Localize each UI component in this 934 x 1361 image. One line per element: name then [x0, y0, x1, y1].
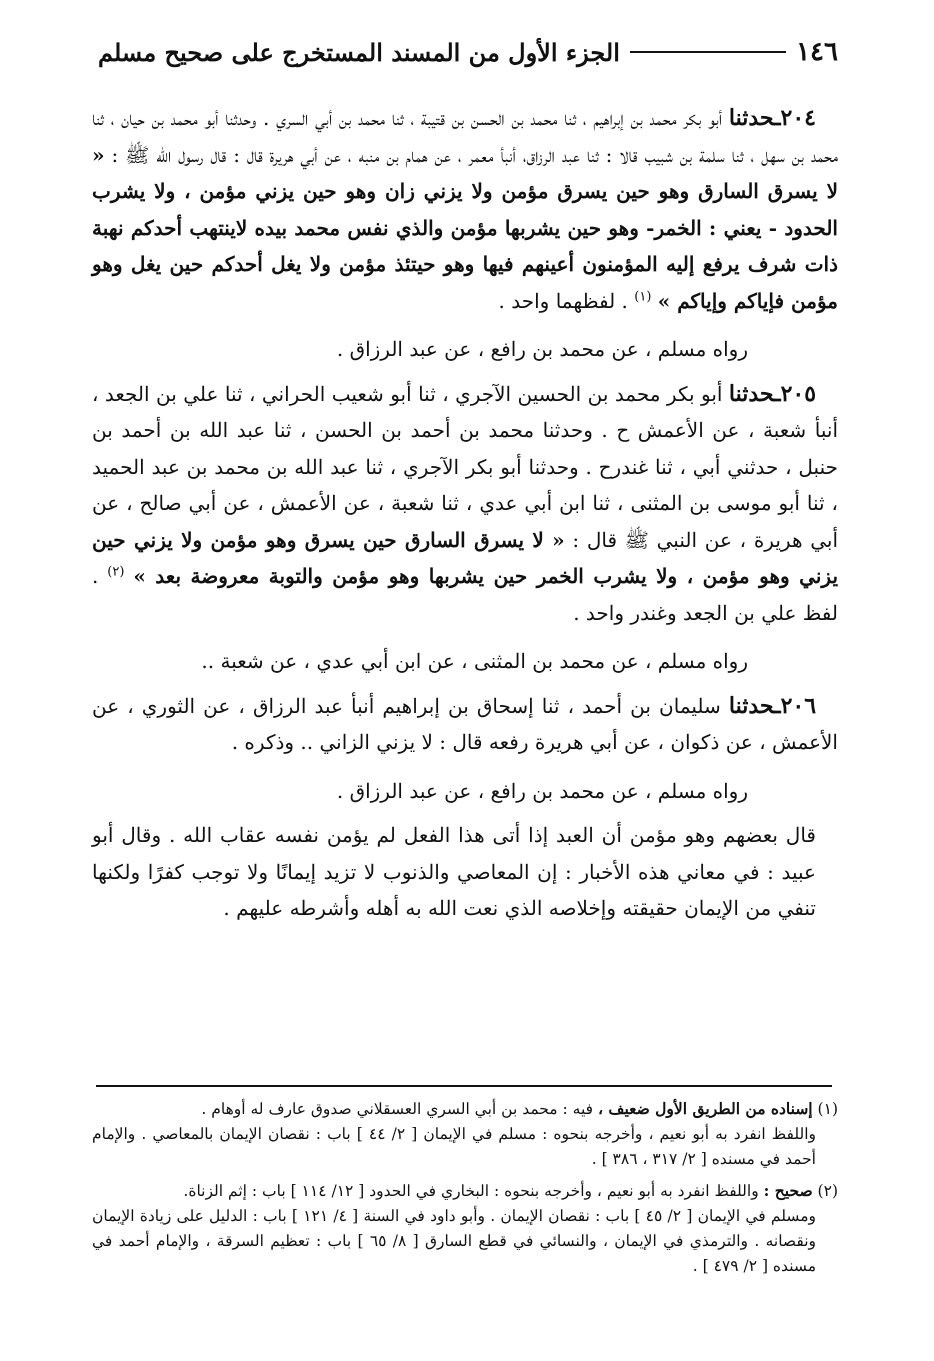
hadith-isnad: أبو بكر محمد بن إبراهيم ، ثنا محمد بن الحسن بن قتيبة ، ثنا محمد بن أبي السري . وحدثنا أبو محمد بن حيان ، ثنا محمد بن سهل ، ثنا سلمة بن شبيب قالا : ثنا عبد الرزاق، أنبأ معمر ، عن همام بن منبه ، عن أبي هريرة قال : قال رسول الله ﷺ :: [92, 106, 838, 167]
footnote-grade: صحيح :: [763, 1181, 813, 1200]
hadith-keyword: ـحدثنا: [728, 380, 781, 407]
footnote-marker: (٢): [817, 1182, 838, 1200]
footnote-1-continued: واللفظ انفرد به أبو نعيم ، وأخرجه بنحوه : مسلم في الإيمان [ ٢/ ٤٤ ] باب : نقصان الإيمان بالمعاصي . والإمام أحمد في مسنده [ ٢/ ٣١٧ ، ٣٨٦ ] .: [92, 1125, 816, 1168]
footnotes: [92, 1090, 838, 1279]
footnote-marker: (١): [817, 1100, 838, 1118]
hadith-matn: « لا يسرق السارق حين يسرق وهو مؤمن ولا يزني حين يزني وهو مؤمن ، ولا يشرب الخمر حين يشربها وهو مؤمن والتوبة معروضة بعد »: [92, 527, 839, 588]
main-text: [92, 100, 838, 927]
hadith-riwaya: رواه مسلم ، عن محمد بن المثنى ، عن ابن أبي عدي ، عن شعبة ..: [201, 649, 748, 673]
footnote-ref[interactable]: (٢): [107, 564, 125, 580]
footnote-2: [92, 1178, 838, 1204]
hadith-matn: « لا يسرق السارق وهو حين يسرق مؤمن ولا يزني زان وهو حين يزني مؤمن ، ولا يشرب الحدود - يعني : الخمر- وهو حين يشربها مؤمن والذي نفس محمد بيده لاينتهب أحدكم نهبة ذات شرف يرفع إليه المؤمنون أعينهم فيها وهو حيتئذ مؤمن ولا يغل أحدكم حين يغل وهو مؤمن فإياكم وإياكم »: [92, 142, 839, 313]
page-number: ١٤٦: [796, 37, 838, 67]
hadith-riwaya: رواه مسلم ، عن محمد بن رافع ، عن عبد الرزاق .: [336, 337, 748, 361]
running-header: [98, 30, 838, 74]
hadith-number: ٢٠٥: [780, 380, 817, 407]
hadith-tail: . لفظ علي بن الجعد وغندر واحد .: [92, 564, 838, 625]
hadith-205: [92, 376, 838, 632]
footnote-grade: إسناده من الطريق الأول ضعيف ،: [598, 1099, 813, 1118]
hadith-tail: . لفظهما واحد .: [498, 288, 628, 313]
hadith-number: ٢٠٤: [780, 105, 816, 131]
hadith-206: [92, 688, 838, 761]
footnote-first: واللفظ انفرد به أبو نعيم ، وأخرجه بنحوه : البخاري في الحدود [ ١٢/ ١١٤ ] باب : إثم الزناة.: [183, 1182, 759, 1200]
hadith-keyword: ـحدثنا: [728, 105, 781, 131]
footnote-ref[interactable]: (١): [634, 288, 652, 304]
footnote-first: فيه : محمد بن أبي السري العسقلاني صدوق عارف له أوهام .: [201, 1100, 594, 1118]
hadith-number: ٢٠٦: [780, 692, 817, 719]
hadith-riwaya: رواه مسلم ، عن محمد بن رافع ، عن عبد الرزاق .: [336, 778, 748, 803]
hadith-isnad: أبو بكر محمد بن الحسين الآجري ، ثنا أبو شعيب الحراني ، ثنا علي بن الجعد ، أنبأ شعبة ، عن الأعمش ح . وحدثنا محمد بن أحمد بن الحسن ، ثنا عبد الله بن أحمد بن حنبل ، حدثني أبي ، ثنا غندرح . وحدثنا أبو بكر الآجري ، ثنا عبد الله بن محمد بن عبد الحميد ، ثنا أبو موسى بن المثنى ، ثنا ابن أبي عدي ، ثنا شعبة ، عن الأعمش ، عن أبي صالح ، عن أبي هريرة ، عن النبي ﷺ قال :: [92, 381, 839, 552]
running-title: الجزء الأول من المسند المستخرج على صحيح مسلم: [98, 37, 620, 67]
footnote-1: [92, 1096, 838, 1122]
hadith-isnad: سليمان بن أحمد ، ثنا إسحاق بن إبراهيم أنبأ عبد الرزاق ، عن الثوري ، عن الأعمش ، عن ذكوان ، عن أبي هريرة رفعه قال : لا يزني الزاني .. وذكره .: [92, 693, 838, 754]
commentary-paragraph: قال بعضهم وهو مؤمن أن العبد إذا أتى هذا الفعل لم يؤمن نفسه عقاب الله . وقال أبو عبيد : في معاني هذه الأخبار : إن المعاصي والذنوب لا تزيد إيمانًا ولا توجب كفرًا ولكنها تنفي من الإيمان حقيقته وإخلاصه الذي نعت الله به أهله وأشرطه عليهم .: [92, 823, 816, 920]
hadith-keyword: ـحدثنا: [728, 692, 781, 719]
footnote-2-continued: ومسلم في الإيمان [ ٢/ ٤٥ ] باب : نقصان الإيمان . وأبو داود في السنة [ ٤/ ١٢١ ] باب : الدليل على زيادة الإيمان ونقصانه . والترمذي في الإيمان ، والنسائي في قطع السارق [ ٨/ ٦٥ ] باب : تعظيم السرقة ، والإمام أحمد في مسنده [ ٢/ ٤٧٩ ] .: [92, 1207, 816, 1275]
hadith-204: [92, 100, 838, 319]
footnote-rule: [96, 1085, 832, 1087]
header-rule: [630, 51, 786, 53]
